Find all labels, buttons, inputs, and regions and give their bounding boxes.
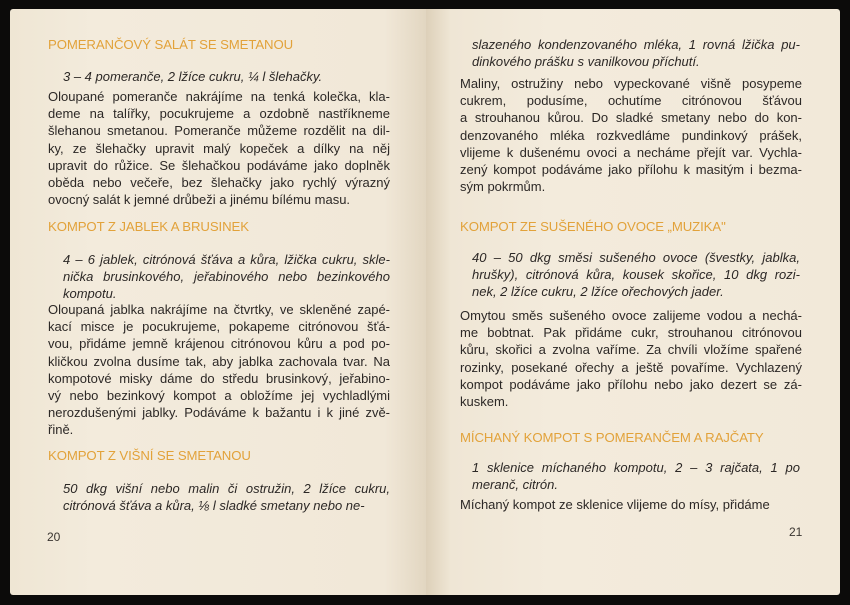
text-line: ky, ze šlehačky upravit malý kopeček a dílky na něj <box>48 140 390 156</box>
ingredients <box>63 480 390 514</box>
recipe-title: POMERANČOVÝ SALÁT SE SMETANOU <box>48 37 294 52</box>
text-line: 4 – 6 jablek, citrónová šťáva a kůra, lžička cukru, skle- <box>63 252 390 267</box>
recipe-body <box>460 75 802 195</box>
text-line: me bobtnat. Pak přidáme cukr, strouhanou citrónovou <box>460 325 802 341</box>
text-line: cukrem, podusíme, ochutíme citrónovou šťávou <box>460 93 802 109</box>
recipe-body <box>460 496 802 513</box>
recipe-body <box>48 301 390 439</box>
text-line: slazeného kondenzovaného mléka, 1 rovná lžička pu- <box>472 37 800 52</box>
text-line: Omytou směs sušeného ovoce zalijeme vodou a nechá- <box>460 308 802 323</box>
recipe-title: KOMPOT Z JABLEK A BRUSINEK <box>48 219 249 234</box>
text-line: hrušky), citrónová kůra, kousek skořice, 10 dkg rozi- <box>472 267 800 283</box>
text-line: Oloupaná jablka nakrájíme na čtvrtky, ve skleněné zapé- <box>48 302 390 317</box>
text-line: nerozdušenými jablky. Podáváme k bažantu i k jiné zvě- <box>48 405 390 421</box>
left-page <box>10 9 426 595</box>
text-line: kompotu. <box>63 286 117 302</box>
text-line: kompotové misky dáme do středu brusinkový, jeřabino- <box>48 370 390 386</box>
ingredients <box>63 68 390 85</box>
text-line: vlijeme k dušenému ovoci a necháme přejít var. Vychla- <box>460 144 802 160</box>
text-line: 40 – 50 dkg směsi sušeného ovoce (švestky, jablka, <box>472 250 800 265</box>
text-line: Oloupané pomeranče nakrájíme na tenká kolečka, kla- <box>48 89 390 104</box>
text-line: ovocný salát k jemné drůbeži a jinému bílému masu. <box>48 192 351 208</box>
text-line: kličkou zvolna dusíme tak, aby jablka zachovala tvar. Na <box>48 353 390 369</box>
text-line: dinkového prášku s vanilkovou příchutí. <box>472 54 700 70</box>
ingredients <box>472 36 800 70</box>
text-line: kací misce je pocukrujeme, pokapeme citrónovou šťá- <box>48 319 390 335</box>
text-line: nička brusinkového, jeřabinového nebo bezinkového <box>63 269 390 285</box>
text-line: zený kompot podáváme jako přílohu k masitým i bezma- <box>460 161 802 177</box>
text-line: a strouhanou kůrou. Do sladké smetany nebo do kon- <box>460 110 802 126</box>
text-line: šlehanou smetanou. Pomeranče můžeme rozdělit na dil- <box>48 123 390 139</box>
recipe-title: KOMPOT Z VIŠNÍ SE SMETANOU <box>48 448 251 463</box>
text-line: deme na talířky, pocukrujeme a ozdobně nastříkneme <box>48 106 390 122</box>
text-line: oběda nebo večeře, bez šlehačky jako rychlý výrazný <box>48 174 390 190</box>
text-line: kůru, skořici a zvolna vaříme. Za chvíli vložíme spařené <box>460 342 802 358</box>
text-line: nek, 2 lžíce cukru, 2 lžíce ořechových jader. <box>472 284 724 300</box>
text-line: Maliny, ostružiny nebo vypeckované višně posypeme <box>460 76 802 91</box>
text-line: řině. <box>48 422 74 438</box>
text-line: upravit do růžice. Se šlehačkou podáváme jako doplněk <box>48 157 390 173</box>
ingredients <box>63 251 390 303</box>
text-line: 3 – 4 pomeranče, 2 lžíce cukru, ¼ l šlehačky. <box>63 69 323 84</box>
recipe-body <box>460 307 802 410</box>
text-line: meranč, citrón. <box>472 477 558 493</box>
text-line: sým pokrmům. <box>460 179 546 195</box>
text-line: vou, přidáme jemně krájenou citrónovou kůru a pod po- <box>48 336 390 352</box>
text-line: 1 sklenice míchaného kompotu, 2 – 3 rajčata, 1 po <box>472 460 800 475</box>
text-line: 50 dkg višní nebo malin či ostružin, 2 lžíce cukru, <box>63 481 390 496</box>
text-line: citrónová šťáva a kůra, ⅛ l sladké smetany nebo ne- <box>63 498 365 514</box>
text-line: rozinky, posekané ořechy a ještě povaříme. Vychlazený <box>460 359 802 375</box>
recipe-title: KOMPOT ZE SUŠENÉHO OVOCE „MUZIKA" <box>460 219 726 234</box>
page-number: 20 <box>47 530 61 544</box>
recipe-title: MÍCHANÝ KOMPOT S POMERANČEM A RAJČATY <box>460 430 764 445</box>
text-line: Míchaný kompot ze sklenice vlijeme do mísy, přidáme <box>460 497 770 512</box>
text-line: kompot podáváme jako přílohu nebo jako dezert se zá- <box>460 376 802 392</box>
recipe-body <box>48 88 390 208</box>
ingredients <box>472 249 800 301</box>
page-number: 21 <box>789 525 803 539</box>
right-page <box>426 9 840 595</box>
text-line: vý nebo bezinkový kompot a obložíme jej vychladlými <box>48 387 390 403</box>
text-line: denzovaného mléka rozkvedláme pundinkový prášek, <box>460 127 802 143</box>
text-line: kuskem. <box>460 393 509 409</box>
ingredients <box>472 459 800 493</box>
